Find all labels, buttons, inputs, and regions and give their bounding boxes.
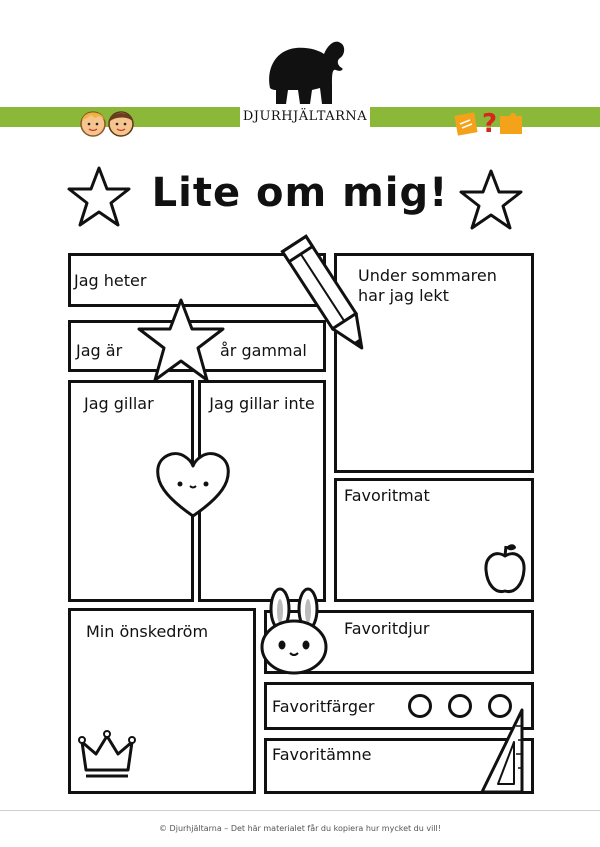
dream-label: Min önskedröm bbox=[86, 622, 209, 641]
triangle-ruler-icon bbox=[478, 706, 530, 796]
pencil-icon bbox=[280, 228, 376, 364]
age-prefix-label: Jag är bbox=[76, 341, 123, 360]
colors-label: Favoritfärger bbox=[272, 697, 375, 716]
elephant-icon bbox=[262, 28, 350, 106]
kids-faces-icon bbox=[77, 108, 141, 138]
apple-icon bbox=[482, 540, 528, 598]
bunny-icon bbox=[258, 585, 330, 677]
color-circle[interactable] bbox=[408, 694, 432, 718]
color-circle[interactable] bbox=[448, 694, 472, 718]
page-title: Lite om mig! bbox=[151, 170, 449, 216]
likes-label: Jag gillar bbox=[84, 394, 154, 413]
footer-divider bbox=[0, 810, 600, 811]
star-icon bbox=[66, 165, 132, 231]
puzzle-question-icon bbox=[454, 108, 524, 138]
footer-copyright: © Djurhjältarna – Det här materialet får du kopiera hur mycket du vill! bbox=[159, 824, 441, 833]
animal-label: Favoritdjur bbox=[344, 619, 430, 638]
svg-text:?: ? bbox=[482, 109, 498, 138]
dislikes-label: Jag gillar inte bbox=[209, 394, 315, 413]
brand-name: DJURHJÄLTARNA bbox=[240, 107, 370, 127]
star-icon bbox=[134, 296, 228, 386]
heart-face-icon bbox=[154, 448, 232, 520]
crown-icon bbox=[78, 728, 136, 780]
age-suffix-label: år gammal bbox=[220, 341, 307, 360]
food-label: Favoritmat bbox=[344, 486, 430, 505]
star-icon bbox=[458, 168, 524, 234]
summer-label: Under sommaren har jag lekt bbox=[358, 266, 497, 305]
subject-label: Favoritämne bbox=[272, 745, 372, 764]
name-label: Jag heter bbox=[74, 271, 147, 290]
